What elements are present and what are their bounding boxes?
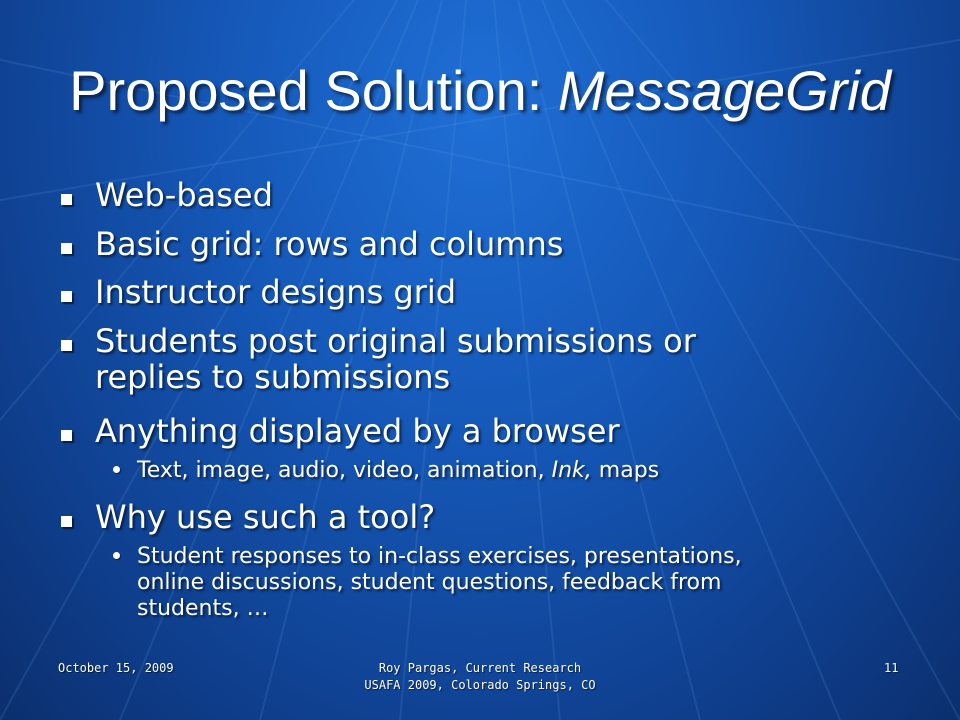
sub-bullet-media-types — [137, 458, 659, 484]
bullet-students-post-line2: replies to submissions — [95, 358, 451, 396]
sub-bullet-student-responses — [137, 544, 742, 622]
sub-bullet-media-italic: Ink, — [551, 458, 592, 483]
slide-title — [0, 58, 960, 124]
slide-title-italic: MessageGrid — [557, 59, 891, 122]
sub-bullet-dot-icon — [113, 552, 120, 559]
bullet-web-based: Web-based — [95, 176, 273, 214]
bullet-square-icon — [61, 340, 72, 351]
footer-presenter — [280, 660, 680, 694]
bullet-square-icon — [61, 243, 72, 254]
sub-bullet-media-after: maps — [598, 458, 660, 483]
bullet-basic-grid: Basic grid: rows and columns — [95, 225, 564, 263]
sub-bullet-responses-line3: students, … — [137, 596, 269, 621]
slide-title-main: Proposed Solution: — [69, 59, 558, 122]
sub-bullet-media-before: Text, image, audio, video, animation, — [137, 458, 545, 483]
bullet-square-icon — [61, 291, 72, 302]
bullet-students-post-line1: Students post original submissions or — [95, 322, 696, 360]
footer-date: October 15, 2009 — [58, 661, 174, 675]
footer-page-number: 11 — [884, 661, 899, 675]
sub-bullet-dot-icon — [113, 466, 120, 473]
footer-presenter-line2: USAFA 2009, Colorado Springs, CO — [364, 678, 596, 692]
bullet-square-icon — [61, 430, 72, 441]
bullet-instructor-designs: Instructor designs grid — [95, 273, 457, 311]
bullet-anything-displayed: Anything displayed by a browser — [95, 412, 620, 450]
sub-bullet-responses-line1: Student responses to in-class exercises, presentations, — [137, 544, 742, 569]
bullet-square-icon — [61, 194, 72, 205]
bullet-square-icon — [61, 516, 72, 527]
bullet-students-post — [95, 323, 696, 395]
footer-presenter-line1: Roy Pargas, Current Research — [378, 661, 582, 675]
sub-bullet-responses-line2: online discussions, student questions, feedback from — [137, 570, 722, 595]
bullet-why-use: Why use such a tool? — [95, 498, 436, 536]
